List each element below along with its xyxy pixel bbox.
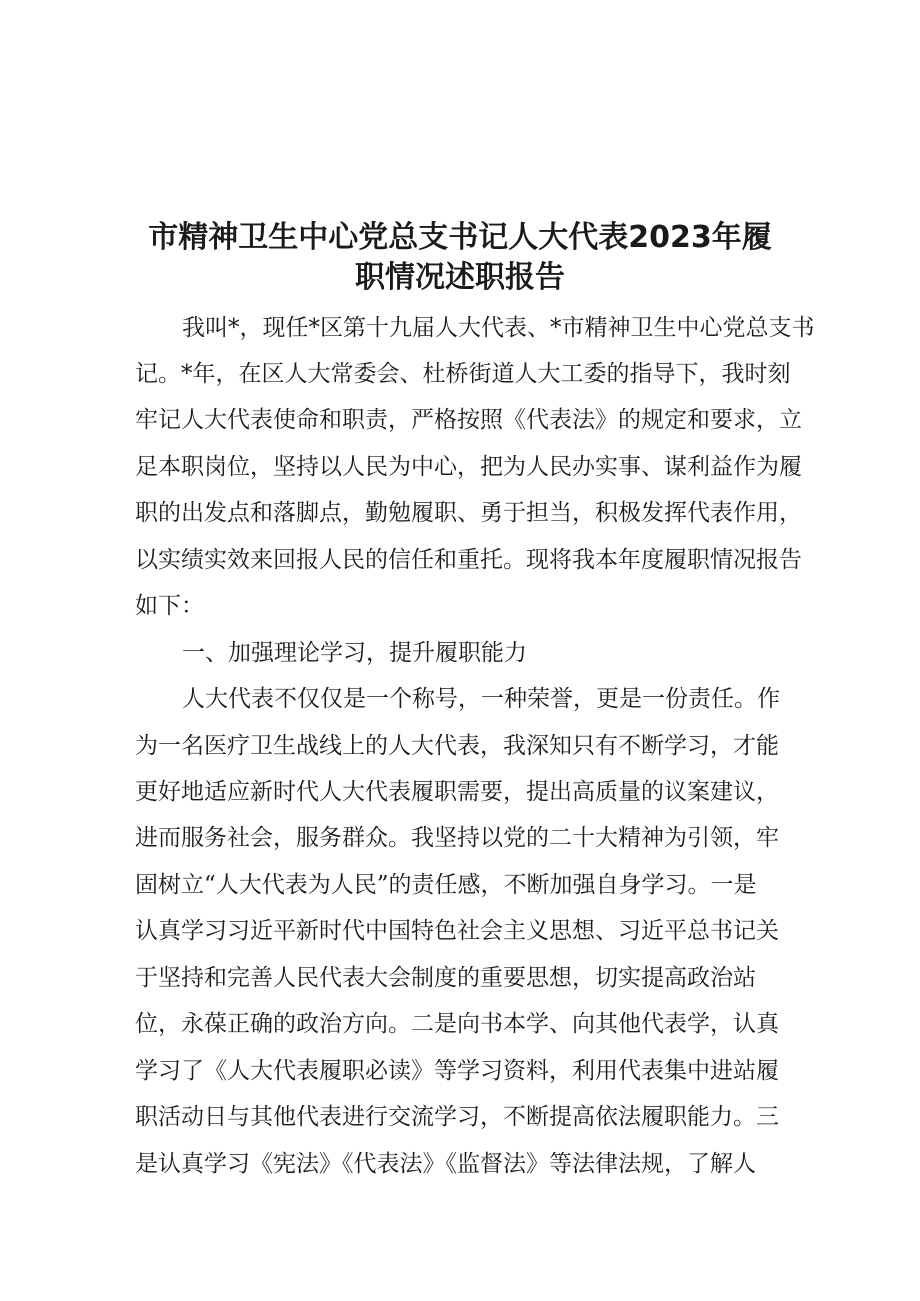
intro-line: 牢记人大代表使命和职责，严格按照《代表法》的规定和要求，立 <box>135 407 802 433</box>
section-line: 于坚持和完善人民代表大会制度的重要思想，切实提高政治站 <box>135 965 756 991</box>
document-title-line-1: 市精神卫生中心党总支书记人大代表2023年履 <box>148 220 772 255</box>
document-title-line-2: 职情况述职报告 <box>355 260 565 295</box>
section-line: 位，永葆正确的政治方向。二是向书本学、向其他代表学，认真 <box>135 1011 779 1037</box>
intro-line: 足本职岗位，坚持以人民为中心，把为人民办实事、谋利益作为履 <box>135 454 802 480</box>
section-line: 更好地适应新时代人大代表履职需要，提出高质量的议案建议， <box>135 779 779 805</box>
intro-line: 以实绩实效来回报人民的信任和重托。现将我本年度履职情况报告 <box>135 547 802 573</box>
section-heading: 一、加强理论学习，提升履职能力 <box>182 640 527 666</box>
section-line: 人大代表不仅仅是一个称号，一种荣誉，更是一份责任。作 <box>182 686 780 712</box>
section-line: 认真学习习近平新时代中国特色社会主义思想、习近平总书记关 <box>135 918 779 944</box>
intro-line: 如下： <box>135 593 204 619</box>
section-line: 固树立“人大代表为人民”的责任感，不断加强自身学习。一是 <box>135 872 757 898</box>
intro-line: 职的出发点和落脚点，勤勉履职、勇于担当，积极发挥代表作用， <box>135 500 802 526</box>
intro-line: 记。*年，在区人大常委会、杜桥街道人大工委的指导下，我时刻 <box>135 361 791 387</box>
section-line: 职活动日与其他代表进行交流学习，不断提高依法履职能力。三 <box>135 1104 779 1130</box>
section-line: 是认真学习《宪法》《代表法》《监督法》等法律法规，了解人 <box>135 1151 756 1177</box>
section-line: 学习了《人大代表履职必读》等学习资料，利用代表集中进站履 <box>135 1058 779 1084</box>
section-line: 为一名医疗卫生战线上的人大代表，我深知只有不断学习，才能 <box>135 733 779 759</box>
intro-line: 我叫*，现任*区第十九届人大代表、*市精神卫生中心党总支书 <box>182 315 815 341</box>
section-line: 进而服务社会，服务群众。我坚持以党的二十大精神为引领，牢 <box>135 825 779 851</box>
